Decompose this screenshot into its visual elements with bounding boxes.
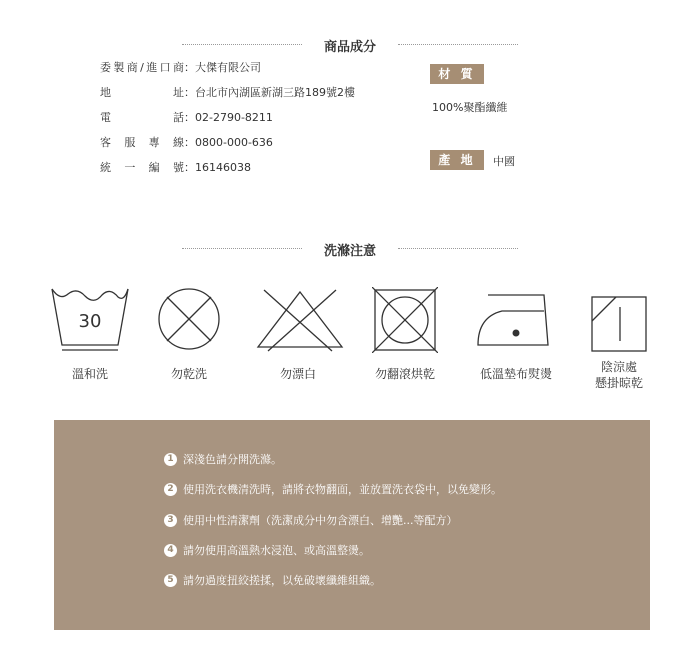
- note-text: 使用洗衣機清洗時，請將衣物翻面，並放置洗衣袋中，以免變形。: [183, 483, 502, 496]
- care-label-line-1: 陰涼處: [600, 360, 637, 374]
- care-label-iron-low: 低溫墊布熨燙: [479, 367, 552, 381]
- care-title: [0, 240, 700, 259]
- care-label-no-dry-clean: 勿乾洗: [170, 367, 207, 381]
- product-info-title: [0, 36, 700, 55]
- note-number-badge: 2: [164, 483, 177, 496]
- line-dry-shade-icon: [590, 287, 650, 353]
- note-text: 深淺色請分開洗滌。: [183, 453, 282, 466]
- title-divider-left: [182, 248, 302, 249]
- material-badge: 材 質: [430, 64, 484, 84]
- material-value: 100%聚酯纖維: [432, 101, 508, 114]
- info-label: 電 話: [100, 111, 184, 124]
- note-number-badge: 1: [164, 453, 177, 466]
- care-label-no-bleach: 勿漂白: [279, 367, 316, 381]
- care-label-line-2: 懸掛晾乾: [594, 376, 643, 390]
- info-row-phone: 電 話 ： 02-2790-8211: [100, 111, 273, 124]
- info-label: 統 一 編 號: [100, 161, 184, 174]
- info-label: 地 址: [100, 86, 184, 99]
- info-row-manufacturer: 委 製 商 / 進 口 商 ： 大傑有限公司: [100, 61, 261, 74]
- origin-value: 中國: [493, 155, 515, 168]
- info-row-service-line: 客 服 專 線 ： 0800-000-636: [100, 136, 273, 149]
- care-label-line-dry-shade: [564, 359, 674, 391]
- product-info-title-text: 商品成分: [323, 40, 376, 55]
- care-title-text: 洗滌注意: [323, 244, 376, 259]
- info-value: 台北市內湖區新湖三路189號2樓: [195, 86, 355, 99]
- no-bleach-icon: [252, 287, 348, 353]
- care-note: [164, 481, 502, 497]
- care-note: [164, 542, 370, 558]
- title-divider-right: [398, 248, 518, 249]
- care-label-no-tumble-dry: 勿翻滾烘乾: [374, 367, 435, 381]
- info-value: 大傑有限公司: [195, 61, 261, 74]
- note-text: 請勿使用高溫熱水浸泡、或高溫整燙。: [183, 544, 370, 557]
- title-divider-right: [398, 44, 518, 45]
- care-note: [164, 572, 381, 588]
- origin-badge: 產 地: [430, 150, 484, 170]
- care-note: [164, 512, 458, 528]
- note-text: 使用中性清潔劑（洗潔成分中勿含漂白、增艷...等配方）: [183, 514, 458, 527]
- info-value: 0800-000-636: [195, 136, 273, 149]
- info-value: 02-2790-8211: [195, 111, 273, 124]
- info-value: 16146038: [195, 161, 251, 174]
- no-dry-clean-icon: [154, 287, 224, 353]
- note-number-badge: 5: [164, 574, 177, 587]
- title-divider-left: [182, 44, 302, 45]
- care-notes-panel: [54, 420, 650, 630]
- note-number-badge: 3: [164, 514, 177, 527]
- wash-30-gentle-icon: [50, 287, 130, 353]
- note-text: 請勿過度扭絞搓揉，以免破壞纖維組織。: [183, 574, 381, 587]
- info-label: 委 製 商 / 進 口 商: [100, 61, 184, 74]
- no-tumble-dry-icon: [372, 287, 438, 353]
- care-label-gentle-wash: 溫和洗: [71, 367, 108, 381]
- info-row-address: 地 址 ： 台北市內湖區新湖三路189號2樓: [100, 86, 355, 99]
- info-label: 客 服 專 線: [100, 136, 184, 149]
- note-number-badge: 4: [164, 544, 177, 557]
- info-row-tax-id: 統 一 編 號 ： 16146038: [100, 161, 251, 174]
- iron-low-with-cloth-icon: [474, 287, 560, 353]
- wash-temperature: 30: [78, 311, 102, 332]
- care-note: [164, 451, 282, 467]
